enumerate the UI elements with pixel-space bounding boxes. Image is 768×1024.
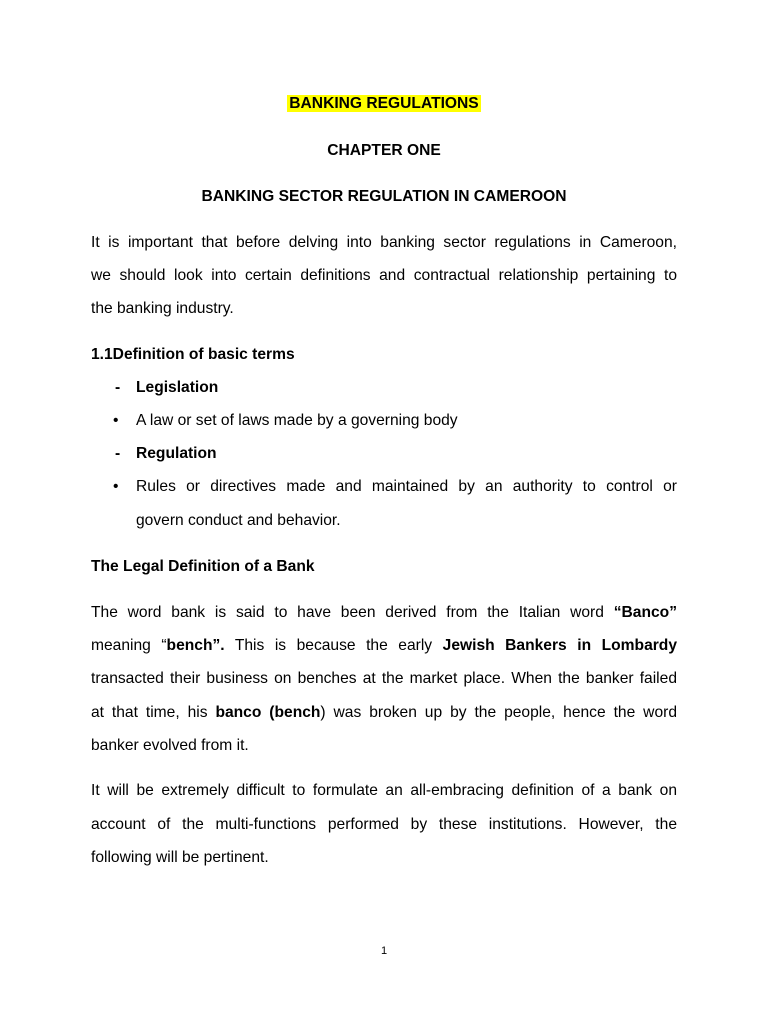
page-number: 1 (380, 945, 388, 957)
intro-line-2: we should look into certain definitions and contractual relationship pertaining to (91, 267, 677, 284)
dash-marker: - (115, 445, 121, 462)
intro-line-3: the banking industry. (91, 300, 234, 317)
subsection-heading: 1.1Definition of basic terms (91, 346, 295, 363)
intro-line-1: It is important that before delving into banking sector regulations in Cameroon, (91, 234, 677, 251)
title-highlight: BANKING REGULATIONS (289, 95, 479, 112)
bullet-icon: • (113, 412, 119, 429)
section-title: BANKING SECTOR REGULATION IN CAMEROON (201, 188, 567, 205)
definition-regulation-line-2: govern conduct and behavior. (136, 512, 341, 529)
paragraph-line: meaning “bench”. This is because the early Jewish Bankers in Lombardy (91, 637, 678, 654)
term-regulation: Regulation (136, 445, 217, 462)
paragraph-line: The word bank is said to have been derived from the Italian word “Banco” (91, 604, 677, 621)
paragraph-line: at that time, his banco (bench) was broken up by the people, hence the word (91, 704, 677, 721)
chapter-heading: CHAPTER ONE (327, 142, 441, 159)
bullet-icon: • (113, 478, 119, 495)
definition-regulation-line-1: Rules or directives made and maintained by an authority to control or (136, 478, 677, 495)
paragraph-line: It will be extremely difficult to formulate an all-embracing definition of a bank on (91, 782, 677, 799)
paragraph-line: account of the multi-functions performed by these institutions. However, the (91, 816, 677, 833)
term-legislation: Legislation (136, 379, 219, 396)
legal-definition-heading: The Legal Definition of a Bank (91, 558, 315, 575)
paragraph-line: banker evolved from it. (91, 737, 249, 754)
document-title (0, 94, 768, 114)
definition-legislation: A law or set of laws made by a governing body (136, 412, 458, 429)
dash-marker: - (115, 379, 121, 396)
paragraph-line: following will be pertinent. (91, 849, 269, 866)
paragraph-line: transacted their business on benches at the market place. When the banker failed (91, 670, 677, 687)
